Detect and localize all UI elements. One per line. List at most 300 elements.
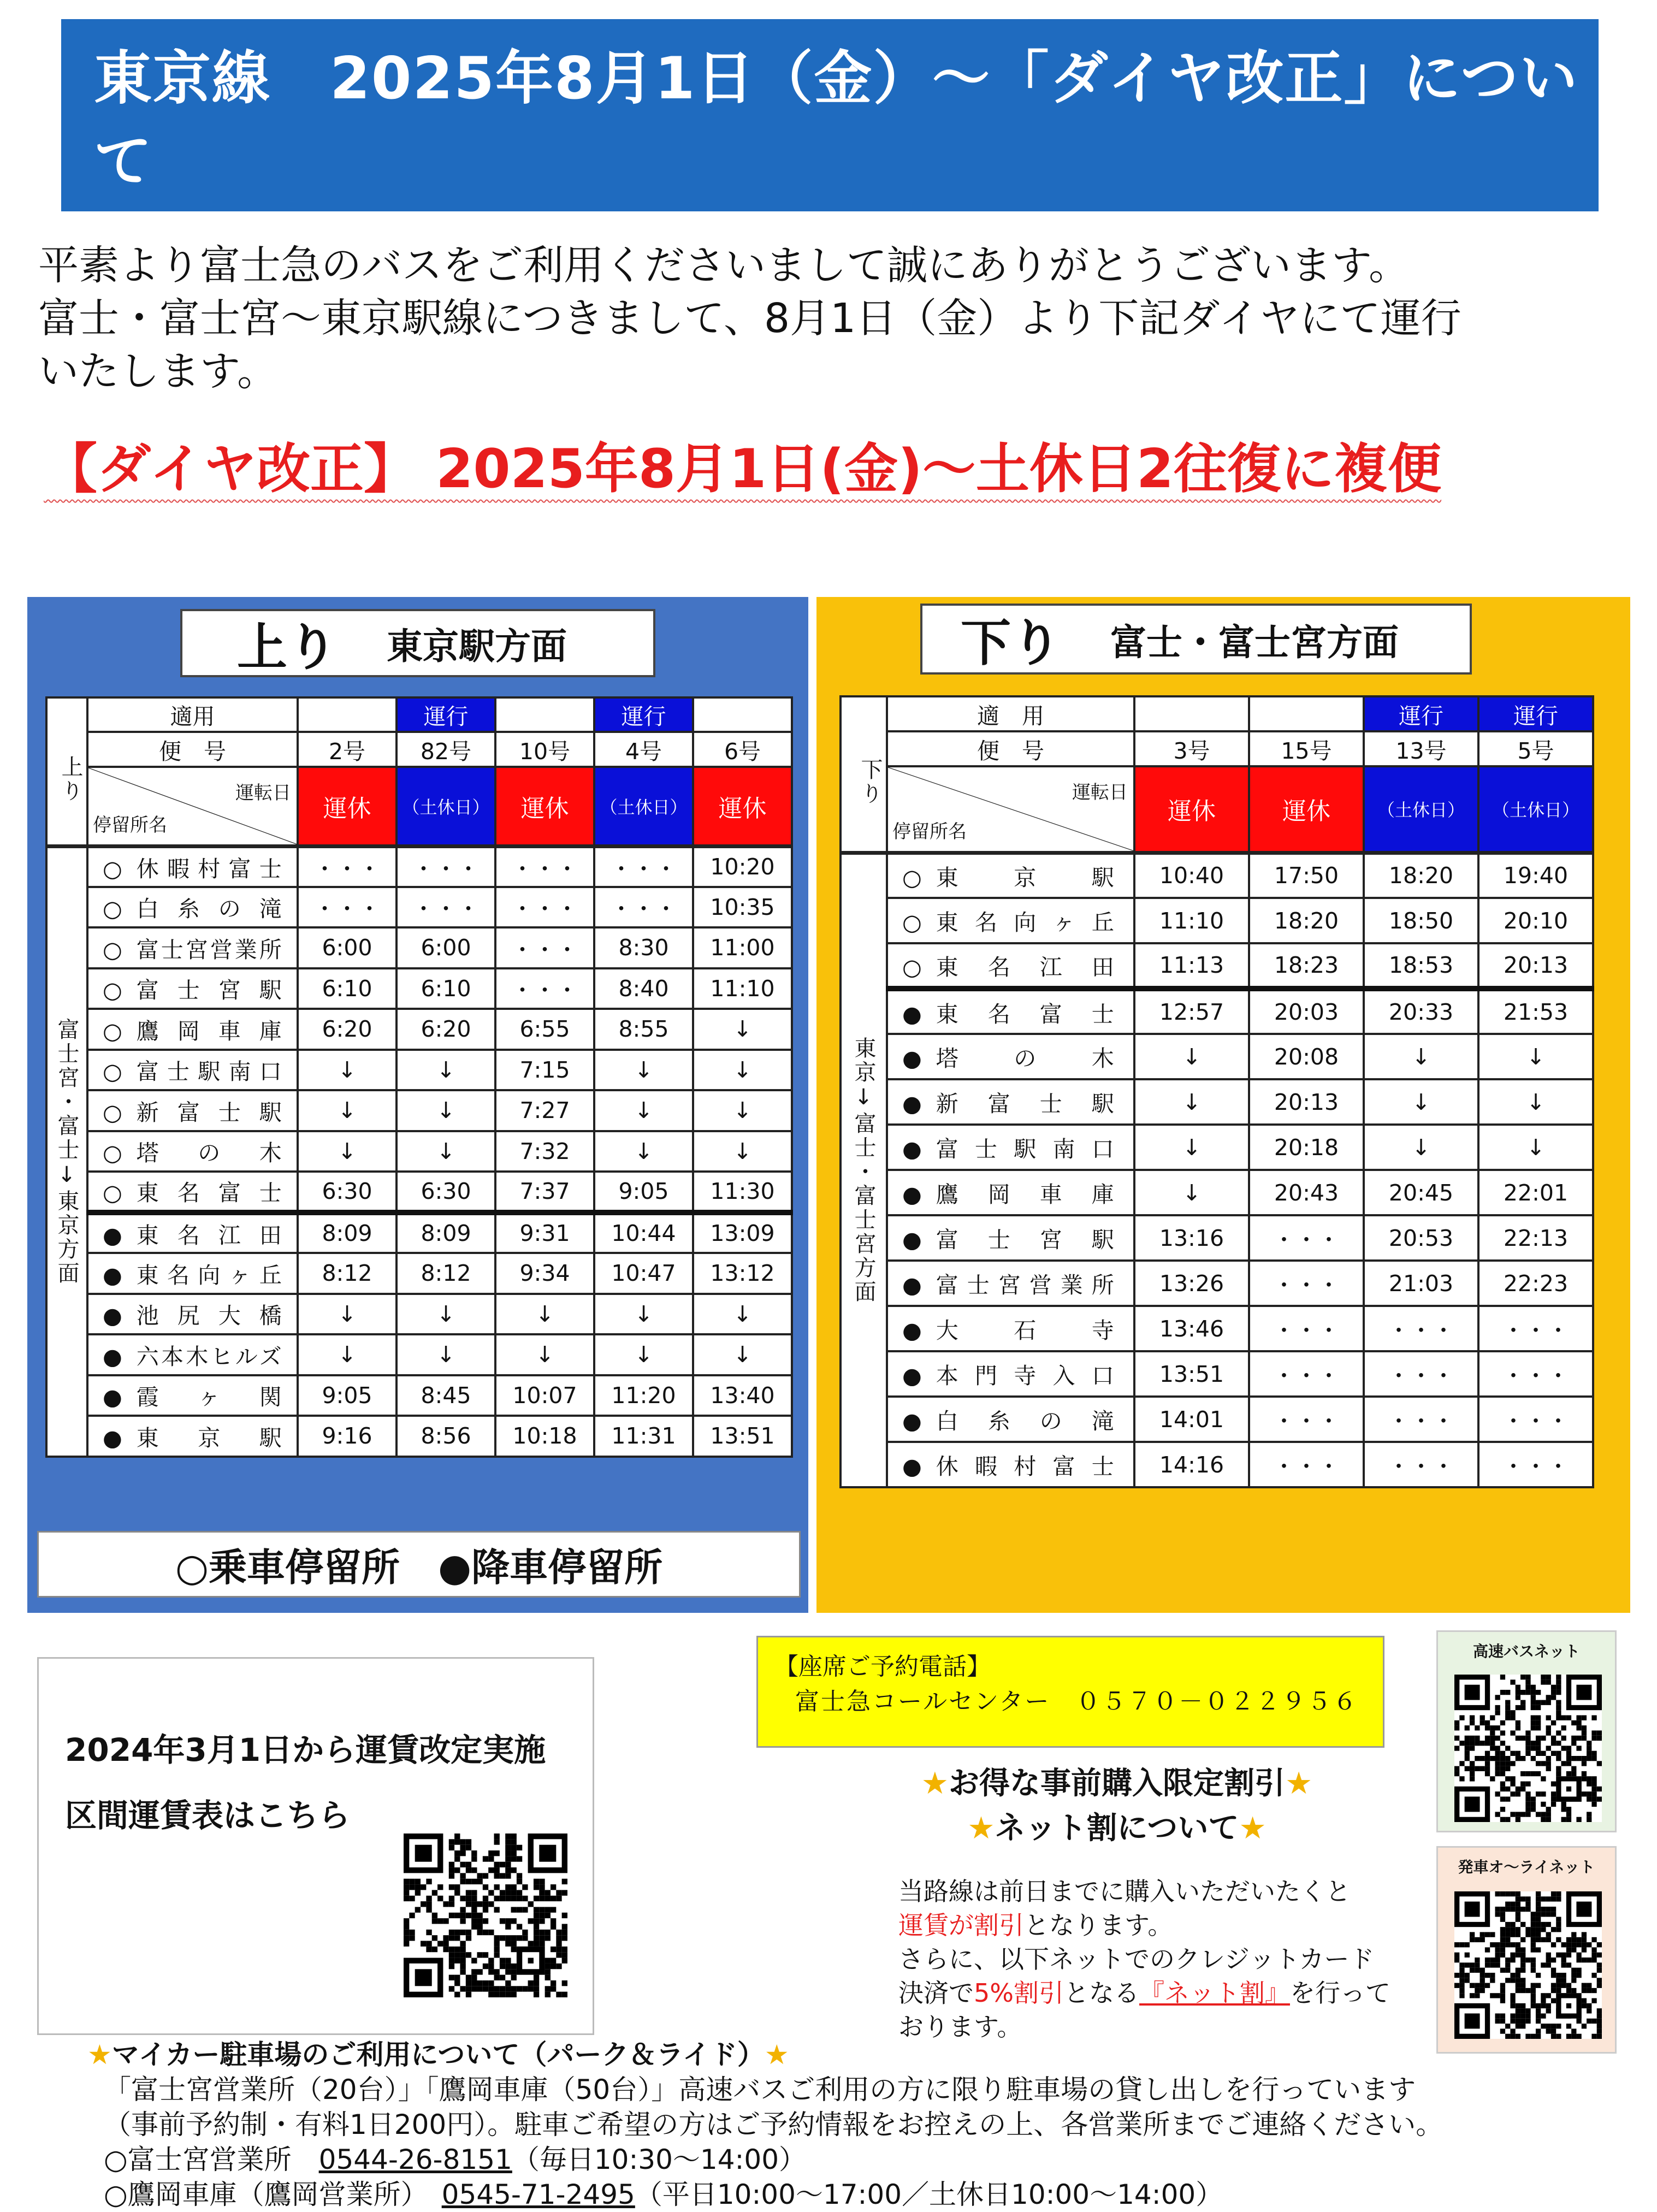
time-cell: ↓	[693, 1090, 792, 1131]
time-cell: ・・・	[495, 927, 594, 968]
fare-notice-box	[37, 1657, 594, 2035]
table-row	[841, 1442, 1593, 1487]
time-cell: 20:03	[1249, 989, 1364, 1034]
time-cell: 13:09	[693, 1213, 792, 1253]
time-cell: ↓	[298, 1050, 397, 1091]
alighting-stop-icon: ●	[902, 1136, 924, 1162]
time-cell: ↓	[495, 1294, 594, 1335]
office-phone[interactable]: 0544-26-8151	[318, 2144, 512, 2175]
stop-name: 鷹岡車庫	[936, 1181, 1116, 1208]
stop-name-cell	[87, 1294, 298, 1335]
operation-status: 運休	[693, 767, 792, 846]
time-cell: ↓	[397, 1090, 495, 1131]
net-text-line	[898, 1976, 1472, 2010]
time-cell: 7:15	[495, 1050, 594, 1091]
time-cell: ↓	[693, 1294, 792, 1335]
time-cell: 10:07	[495, 1375, 594, 1416]
time-cell: ↓	[1478, 1034, 1593, 1079]
time-cell: 8:56	[397, 1416, 495, 1457]
table-row	[46, 1172, 792, 1213]
parking-office	[104, 2177, 1633, 2212]
time-cell: 11:20	[594, 1375, 693, 1416]
operation-status: （土休日）	[1478, 766, 1593, 853]
stop-name-cell	[887, 1079, 1134, 1125]
stop-name-cell	[87, 1375, 298, 1416]
apply-label: 適用	[87, 697, 298, 732]
stop-name-cell	[87, 1253, 298, 1294]
stop-name-cell	[887, 1170, 1134, 1215]
boarding-stop-icon: ○	[103, 1180, 125, 1206]
net-discount-text	[898, 1874, 1472, 2044]
time-cell: 18:53	[1364, 943, 1478, 989]
time-cell: 20:13	[1249, 1079, 1364, 1125]
page-title	[61, 19, 1599, 211]
stop-name: 東名向ヶ丘	[936, 909, 1116, 936]
time-cell: 21:53	[1478, 989, 1593, 1034]
stop-name-cell	[887, 1442, 1134, 1487]
stop-name: 東名富士	[936, 1001, 1116, 1027]
bin-number: 5号	[1478, 731, 1593, 766]
operation-status: （土休日）	[594, 767, 693, 846]
parking-body-line: 「富士宮営業所（20台）」「鷹岡車庫（50台）」高速バスご利用の方に限り駐車場の貸し出しを行っています	[104, 2074, 1416, 2105]
time-cell: 19:40	[1478, 853, 1593, 898]
time-cell: 8:09	[397, 1213, 495, 1253]
time-cell: 8:30	[594, 927, 693, 968]
parking-body-line: （事前予約制・有料1日200円）。駐車ご希望の方はご予約情報をお控えの上、各営業所までご連絡ください。	[104, 2109, 1443, 2140]
intro-text	[38, 239, 1622, 398]
time-cell: ↓	[298, 1131, 397, 1172]
time-cell: 12:57	[1134, 989, 1249, 1034]
time-cell: ・・・	[1478, 1306, 1593, 1351]
stop-name: 休暇村富士	[936, 1453, 1116, 1480]
office-hours: （毎日10:30～14:00）	[512, 2144, 807, 2175]
stop-name-cell	[887, 1261, 1134, 1306]
boarding-stop-icon: ○	[103, 977, 125, 1004]
parking-office	[104, 2142, 1633, 2177]
operation-status: （土休日）	[397, 767, 495, 846]
time-cell: 6:00	[397, 927, 495, 968]
time-cell: 6:55	[495, 1009, 594, 1050]
stop-name-cell	[87, 1334, 298, 1375]
time-cell: 6:10	[298, 968, 397, 1009]
stop-legend: ○乗車停留所 ●降車停留所	[37, 1531, 801, 1598]
time-cell: ↓	[1478, 1079, 1593, 1125]
stop-name: 富士宮駅	[936, 1227, 1116, 1253]
stop-name: 本門寺入口	[936, 1363, 1116, 1389]
direction-label: 東京↓富士・富士宮方面	[841, 853, 887, 1487]
table-row	[46, 887, 792, 928]
table-row	[46, 1213, 792, 1253]
stop-name: 東京駅	[136, 1424, 284, 1451]
stop-name-cell	[87, 887, 298, 928]
operation-status: 運休	[1134, 766, 1249, 853]
time-cell: 22:13	[1478, 1215, 1593, 1261]
stop-name-cell	[87, 1090, 298, 1131]
alighting-stop-icon: ●	[902, 1363, 924, 1389]
qr-code-icon	[404, 1834, 567, 1997]
apply-cell	[495, 697, 594, 732]
time-cell: 11:31	[594, 1416, 693, 1457]
diagonal-header-cell	[887, 766, 1134, 853]
stop-name: 東名富士	[136, 1180, 284, 1206]
time-cell: 18:20	[1249, 898, 1364, 943]
time-cell: ・・・	[594, 846, 693, 887]
table-row	[841, 1034, 1593, 1079]
stop-name: 塔の木	[136, 1140, 284, 1167]
alighting-stop-icon: ●	[103, 1303, 125, 1329]
time-cell: 20:18	[1249, 1125, 1364, 1170]
time-cell: 18:20	[1364, 853, 1478, 898]
up-panel	[27, 597, 808, 1613]
alighting-stop-icon: ●	[103, 1262, 125, 1288]
promo-line2: ネット割について	[995, 1811, 1239, 1846]
time-cell: ↓	[397, 1334, 495, 1375]
time-cell: ・・・	[495, 846, 594, 887]
time-cell: ・・・	[1249, 1397, 1364, 1442]
table-row	[841, 1261, 1593, 1306]
time-cell: ・・・	[397, 846, 495, 887]
time-cell: 13:51	[1134, 1351, 1249, 1397]
stop-name-label: 停留所名	[892, 820, 967, 843]
net-discount-heading	[786, 1761, 1447, 1851]
stop-name: 塔の木	[936, 1045, 1116, 1072]
net-text-span: を行って	[1289, 1978, 1390, 2008]
reservation-label: 【座席ご予約電話】	[774, 1653, 991, 1681]
time-cell: 6:30	[298, 1172, 397, 1213]
time-cell: 11:10	[1134, 898, 1249, 943]
net-text-line	[898, 1908, 1472, 1942]
boarding-stop-icon: ○	[103, 855, 125, 882]
boarding-stop-icon: ○	[103, 1018, 125, 1044]
time-cell: 8:12	[397, 1253, 495, 1294]
boarding-stop-icon: ○	[902, 864, 924, 891]
time-cell: 6:10	[397, 968, 495, 1009]
time-cell: 10:47	[594, 1253, 693, 1294]
up-timetable	[45, 696, 793, 1458]
table-row	[841, 1351, 1593, 1397]
office-phone[interactable]: 0545-71-2495	[441, 2179, 635, 2210]
time-cell: 14:01	[1134, 1397, 1249, 1442]
apply-cell: 運行	[594, 697, 693, 732]
star-icon: ★	[967, 1811, 995, 1846]
time-cell: 20:10	[1478, 898, 1593, 943]
time-cell: ↓	[1364, 1079, 1478, 1125]
time-cell: 13:51	[693, 1416, 792, 1457]
time-cell: ↓	[594, 1050, 693, 1091]
table-row	[841, 943, 1593, 989]
bin-label: 便 号	[87, 732, 298, 767]
time-cell: ・・・	[1249, 1215, 1364, 1261]
table-row	[46, 968, 792, 1009]
stop-name-cell	[887, 1306, 1134, 1351]
time-cell: ↓	[693, 1050, 792, 1091]
time-cell: 20:08	[1249, 1034, 1364, 1079]
bin-number: 13号	[1364, 731, 1478, 766]
alighting-stop-icon: ●	[902, 1181, 924, 1208]
apply-label: 適 用	[887, 696, 1134, 731]
stop-name: 鷹岡車庫	[136, 1018, 284, 1044]
time-cell: 14:16	[1134, 1442, 1249, 1487]
time-cell: 20:33	[1364, 989, 1478, 1034]
stop-name: 新富士駅	[936, 1091, 1116, 1117]
time-cell: 18:50	[1364, 898, 1478, 943]
boarding-stop-icon: ○	[103, 936, 125, 963]
net-text-highlight: 5%割引	[974, 1978, 1064, 2008]
down-title-main: 下り	[961, 614, 1062, 672]
time-cell: 10:20	[693, 846, 792, 887]
time-cell: 6:00	[298, 927, 397, 968]
up-title-main: 上り	[237, 618, 338, 677]
time-cell: ↓	[397, 1131, 495, 1172]
boarding-stop-icon: ○	[103, 1058, 125, 1085]
direction-label: 富士宮・富士↓東京方面	[46, 846, 87, 1457]
time-cell: 22:01	[1478, 1170, 1593, 1215]
stop-name-cell	[887, 1351, 1134, 1397]
operating-day-label: 運転日	[235, 782, 291, 804]
stop-name: 新富士駅	[136, 1099, 284, 1126]
table-row	[46, 1090, 792, 1131]
net-text-highlight: 運賃が割引	[898, 1911, 1024, 1940]
stop-name-cell	[87, 927, 298, 968]
net-text-line: 当路線は前日までに購入いただいたくと	[898, 1877, 1351, 1906]
net-discount-link[interactable]: 『ネット割』	[1139, 1978, 1290, 2008]
alighting-stop-icon: ●	[902, 1317, 924, 1344]
header-row	[841, 766, 1593, 853]
apply-cell	[693, 697, 792, 732]
stop-name: 東名向ヶ丘	[136, 1262, 284, 1288]
stop-name-cell	[887, 1034, 1134, 1079]
alighting-stop-icon: ●	[902, 1453, 924, 1480]
time-cell: 6:20	[298, 1009, 397, 1050]
stop-name: 富士宮営業所	[936, 1272, 1116, 1298]
time-cell: 20:43	[1249, 1170, 1364, 1215]
time-cell: ↓	[1134, 1170, 1249, 1215]
time-cell: 20:45	[1364, 1170, 1478, 1215]
parking-notice	[87, 2037, 1633, 2212]
operation-status: （土休日）	[1364, 766, 1478, 853]
apply-cell: 運行	[397, 697, 495, 732]
operating-day-label: 運転日	[1072, 782, 1128, 803]
net-text-span: となります。	[1024, 1911, 1173, 1940]
stop-name-cell	[887, 989, 1134, 1034]
table-row	[841, 1306, 1593, 1351]
stop-name-cell	[887, 943, 1134, 989]
time-cell: 21:03	[1364, 1261, 1478, 1306]
down-timetable	[839, 695, 1594, 1488]
header-row	[841, 731, 1593, 766]
bin-label: 便 号	[887, 731, 1134, 766]
bin-number: 15号	[1249, 731, 1364, 766]
qr-code-icon	[1454, 1675, 1602, 1822]
table-row	[46, 1334, 792, 1375]
stop-name: 富士宮駅	[136, 977, 284, 1004]
table-row	[46, 1416, 792, 1457]
bin-number: 3号	[1134, 731, 1249, 766]
stop-name-cell	[887, 1215, 1134, 1261]
time-cell: 8:45	[397, 1375, 495, 1416]
time-cell: 18:23	[1249, 943, 1364, 989]
table-row	[46, 1253, 792, 1294]
time-cell: ・・・	[298, 887, 397, 928]
time-cell: 11:13	[1134, 943, 1249, 989]
hassha-oline-net-label: 発車オ～ライネット	[1458, 1858, 1595, 1876]
table-row	[841, 898, 1593, 943]
time-cell: ↓	[594, 1090, 693, 1131]
stop-name-cell	[87, 1009, 298, 1050]
operation-status: 運休	[495, 767, 594, 846]
hassha-oline-net-card[interactable]	[1436, 1846, 1617, 2054]
alighting-stop-icon: ●	[902, 1227, 924, 1253]
time-cell: 8:09	[298, 1213, 397, 1253]
office-name: ○富士宮営業所	[104, 2144, 292, 2175]
time-cell: ↓	[594, 1131, 693, 1172]
stop-name-cell	[87, 1213, 298, 1253]
time-cell: ↓	[594, 1294, 693, 1335]
fare-notice-line2: 区間運賃表はこちら	[65, 1797, 351, 1834]
down-panel	[816, 597, 1630, 1613]
star-icon: ★	[764, 2039, 789, 2071]
revision-headline: 【ダイヤ改正】 2025年8月1日(金)～土休日2往復に複便	[44, 438, 1442, 500]
down-title-sub: 富士・富士宮方面	[1110, 621, 1399, 664]
time-cell: ↓	[1134, 1079, 1249, 1125]
time-cell: 11:10	[693, 968, 792, 1009]
time-cell: 9:05	[298, 1375, 397, 1416]
time-cell: ↓	[1134, 1034, 1249, 1079]
table-row	[841, 1125, 1593, 1170]
stop-name: 白糸の滝	[936, 1408, 1116, 1434]
time-cell: 8:12	[298, 1253, 397, 1294]
time-cell: ・・・	[1364, 1397, 1478, 1442]
time-cell: 13:16	[1134, 1215, 1249, 1261]
alighting-stop-icon: ●	[103, 1222, 125, 1249]
stop-name: 大石寺	[936, 1317, 1116, 1344]
alighting-stop-icon: ●	[902, 1091, 924, 1117]
alighting-stop-icon: ●	[103, 1424, 125, 1451]
time-cell: 13:46	[1134, 1306, 1249, 1351]
stop-name: 富士駅南口	[136, 1058, 284, 1085]
office-hours: （平日10:00～17:00／土休日10:00～14:00）	[635, 2179, 1223, 2210]
time-cell: ↓	[594, 1334, 693, 1375]
boarding-stop-icon: ○	[103, 1140, 125, 1167]
time-cell: 20:53	[1364, 1215, 1478, 1261]
operation-status: 運休	[298, 767, 397, 846]
alighting-stop-icon: ●	[902, 1408, 924, 1434]
star-icon: ★	[1285, 1766, 1313, 1801]
time-cell: ・・・	[298, 846, 397, 887]
table-row	[46, 1294, 792, 1335]
boarding-stop-icon: ○	[103, 896, 125, 922]
direction-label: 上り	[46, 697, 87, 846]
alighting-stop-icon: ●	[902, 1272, 924, 1298]
time-cell: ↓	[1478, 1125, 1593, 1170]
apply-cell: 運行	[1364, 696, 1478, 731]
stop-name: 白糸の滝	[136, 896, 284, 922]
stop-name-cell	[87, 1416, 298, 1457]
time-cell: ・・・	[1478, 1351, 1593, 1397]
page-title-text: 東京線 2025年8月1日（金）～「ダイヤ改正」について	[94, 45, 1579, 195]
table-row	[841, 989, 1593, 1034]
time-cell: ・・・	[594, 887, 693, 928]
up-title-sub: 東京駅方面	[387, 625, 567, 667]
intro-line: いたします。	[38, 348, 278, 395]
time-cell: ・・・	[1249, 1351, 1364, 1397]
bin-number: 82号	[397, 732, 495, 767]
office-name: ○鷹岡車庫（鷹岡営業所）	[104, 2179, 415, 2210]
time-cell: 10:40	[1134, 853, 1249, 898]
stop-name-cell	[887, 853, 1134, 898]
stop-name-cell	[87, 1172, 298, 1213]
time-cell: 7:32	[495, 1131, 594, 1172]
intro-line: 富士・富士宮～東京駅線につきまして、8月1日（金）より下記ダイヤにて運行	[38, 295, 1461, 342]
time-cell: ↓	[397, 1050, 495, 1091]
time-cell: 6:20	[397, 1009, 495, 1050]
time-cell: 8:40	[594, 968, 693, 1009]
boarding-stop-icon: ○	[902, 954, 924, 980]
header-row	[46, 767, 792, 846]
time-cell: 7:27	[495, 1090, 594, 1131]
time-cell: ↓	[693, 1334, 792, 1375]
bin-number: 10号	[495, 732, 594, 767]
time-cell: ↓	[397, 1294, 495, 1335]
stop-name-cell	[887, 1397, 1134, 1442]
stop-name: 東名江田	[936, 954, 1116, 980]
stop-name: 池尻大橋	[136, 1303, 284, 1329]
time-cell: ・・・	[1478, 1442, 1593, 1487]
header-row	[46, 697, 792, 732]
stop-name: 霞ヶ関	[136, 1384, 284, 1411]
time-cell: ・・・	[1364, 1306, 1478, 1351]
bin-number: 4号	[594, 732, 693, 767]
promo-line1: お得な事前購入限定割引	[949, 1766, 1285, 1801]
time-cell: ・・・	[1249, 1442, 1364, 1487]
time-cell: 22:23	[1478, 1261, 1593, 1306]
time-cell: 20:13	[1478, 943, 1593, 989]
time-cell: ↓	[1364, 1125, 1478, 1170]
time-cell: ・・・	[1478, 1397, 1593, 1442]
time-cell: 13:40	[693, 1375, 792, 1416]
net-text-line: おります。	[898, 2012, 1022, 2042]
table-row	[841, 853, 1593, 898]
table-row	[46, 1009, 792, 1050]
time-cell: 9:31	[495, 1213, 594, 1253]
time-cell: ・・・	[1249, 1306, 1364, 1351]
stop-name: 休暇村富士	[136, 855, 284, 882]
time-cell: 17:50	[1249, 853, 1364, 898]
time-cell: ↓	[693, 1009, 792, 1050]
apply-cell	[1249, 696, 1364, 731]
table-row	[841, 1215, 1593, 1261]
alighting-stop-icon: ●	[902, 1045, 924, 1072]
fare-qr-code[interactable]	[404, 1834, 567, 1997]
stop-name-cell	[87, 846, 298, 887]
time-cell: 13:12	[693, 1253, 792, 1294]
parking-title: マイカー駐車場のご利用について（パーク＆ライド）	[111, 2039, 765, 2071]
highway-bus-net-card[interactable]	[1436, 1630, 1617, 1832]
star-icon: ★	[921, 1766, 949, 1801]
time-cell: 9:16	[298, 1416, 397, 1457]
stop-name: 東名江田	[136, 1222, 284, 1249]
apply-cell	[1134, 696, 1249, 731]
time-cell: 8:55	[594, 1009, 693, 1050]
time-cell: ↓	[298, 1334, 397, 1375]
table-row	[46, 1375, 792, 1416]
apply-cell	[298, 697, 397, 732]
bin-number: 6号	[693, 732, 792, 767]
boarding-stop-icon: ○	[103, 1099, 125, 1126]
fare-notice-line1: 2024年3月1日から運賃改定実施	[65, 1731, 546, 1769]
stop-name-label: 停留所名	[93, 814, 167, 836]
direction-label: 下り	[841, 696, 887, 853]
